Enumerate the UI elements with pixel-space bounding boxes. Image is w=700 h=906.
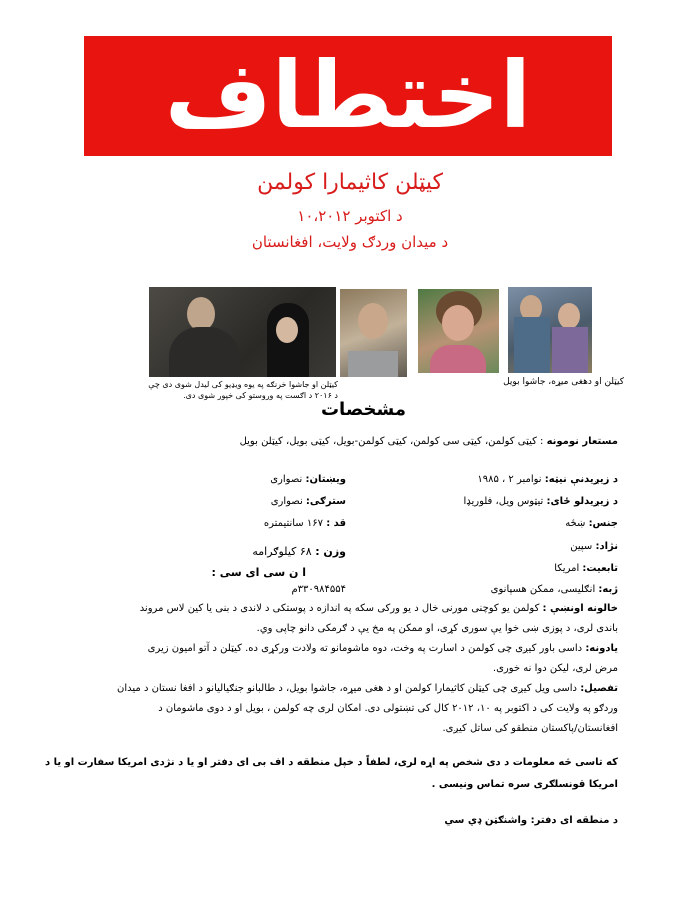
couple-photo [508, 287, 592, 373]
race-value: سپین [570, 541, 596, 552]
height-label: قد : [326, 518, 346, 529]
contact-section [18, 752, 618, 796]
caitlan-photo-laptop [340, 289, 407, 377]
citizenship-value: امریکا [554, 563, 583, 574]
marks-line1 [18, 599, 618, 619]
sex-label: جنس: [588, 518, 618, 529]
marks-text1: کولمن یو کوچنی مورنی خال د یو ورکی سکه په اندازه د پوستکی د لاندی د بنی یا کین لاس مروند [139, 603, 543, 614]
details-text1: داسی ویل کیږی چی کیټلن کاثیمارا کولمن او د هغی میړه، جاشوا بویل، د طالبانو جنګیالیانو د افغا نستان د میدان [117, 683, 581, 694]
ncic-label: ا ن سی ای سی : [211, 566, 306, 579]
dob-label: د زیږیدنې نیټه: [544, 474, 618, 485]
height-value: ۱۶۷ سانتیمتره [263, 518, 327, 529]
hair-row [270, 474, 346, 485]
marks-line2: باندی لری، د پوزی ښی خوا یې سوری کړی، او ممکن په مخ یې د ګرمکی دانو چاپی وي. [256, 623, 618, 634]
remarks-section [18, 639, 618, 679]
details-heading: مشخصات [320, 399, 406, 420]
victim-name: کیټلن کاثیمارا کولمن [257, 170, 443, 195]
remarks-text1: داسی باور کیږی چی کولمن د اسارت په وخت، دوه ماشومانو ته ولادت ورکړی ده. کیټلن د آتو امیون زیری [147, 643, 586, 654]
contact-line1: که تاسی څه معلومات د دی شخص په اړه لری، لطفاً د خپل منطقه د اف بی ای دفتر او یا د نژدی امریکا سفارت او یا د [44, 757, 618, 768]
pob-label: د زیږیدلو ځای: [546, 496, 618, 507]
ncic-value: ۳۳۰۹۸۴۵۵۴م [291, 584, 346, 595]
dob-row [477, 474, 618, 485]
weight-row [252, 545, 346, 558]
kidnap-date: د اکتوبر ۱۰،۲۰۱۲ [297, 207, 403, 225]
eyes-row [271, 496, 346, 507]
aliases-value: : کیټی کولمن، کیټی سی کولمن، کیټی کولمن-بویل، کیټی بویل، کیټلن بویل [239, 436, 547, 447]
field-office: د منطقه ای دفتر: واشنګټن ډي سي [444, 815, 618, 826]
details-line3: افغانستان/پاکستان منطقو کی ساتل کیږی. [442, 723, 618, 734]
marks-section [18, 599, 618, 639]
details-line2: وردګو په ولایت کی د اکتوبر په ۱۰، ۲۰۱۲ کال کی تښتولی دی. امکان لری چه کولمن ، بویل او د دوی ماشومان د [158, 703, 618, 714]
height-row [264, 518, 346, 529]
caitlan-photo-outdoor [418, 289, 499, 373]
aliases-label: مستعار نومونه [546, 436, 618, 447]
dob-value: نوامبر ۲ ، ۱۹۸۵ [477, 474, 545, 485]
pob-value: تیټوس ویل، فلوریډا [463, 496, 547, 507]
citizenship-row [554, 563, 618, 574]
kidnap-place: د میدان وردګ ولایت، افغانستان [251, 233, 449, 251]
details-line1 [18, 679, 618, 699]
language-label: ژبه: [598, 584, 618, 595]
hair-value: نصواری [270, 474, 306, 485]
sex-value: ښځه [565, 518, 589, 529]
remarks-line2: مرض لری، لیکن دوا نه خوری. [492, 663, 618, 674]
couple-photo-caption: کیټلن او دهغی میړه، جاشوا بویل [503, 377, 624, 387]
citizenship-label: تابعیت: [582, 563, 618, 574]
banner-title: اختطاف [164, 42, 532, 149]
aliases-row [240, 436, 618, 447]
remarks-line1 [18, 639, 618, 659]
kidnapped-banner [84, 36, 612, 156]
marks-label: خالونه اونښې : [542, 603, 618, 614]
weight-label: وزن : [315, 545, 346, 558]
video-still-photo [149, 287, 336, 377]
race-label: نژاد: [595, 541, 618, 552]
hair-label: ویښتان: [305, 474, 346, 485]
language-row [491, 584, 618, 595]
details-label: تفصیل: [580, 683, 618, 694]
video-caption-line2: د ۲۰۱۶ د اګست په وروستو کی خپور شوی دی. [183, 391, 338, 400]
eyes-value: نصواری [270, 496, 306, 507]
language-value: انګلیسی، ممکن هسپانوی [490, 584, 599, 595]
pob-row [463, 496, 618, 507]
remarks-label: یادونه: [585, 643, 618, 654]
weight-value: ۶۸ کیلوګرامه [252, 545, 316, 558]
sex-row [565, 518, 618, 529]
details-section [18, 679, 618, 739]
contact-line2: امریکا قونسلګری سره تماس ونیسی . [431, 779, 618, 790]
eyes-label: سترګی: [305, 496, 346, 507]
race-row [570, 541, 618, 552]
video-caption-line1: کیټلن او جاشوا خرنګه په یوه ویډیو کی لیدل شوی دی چې [148, 380, 338, 389]
